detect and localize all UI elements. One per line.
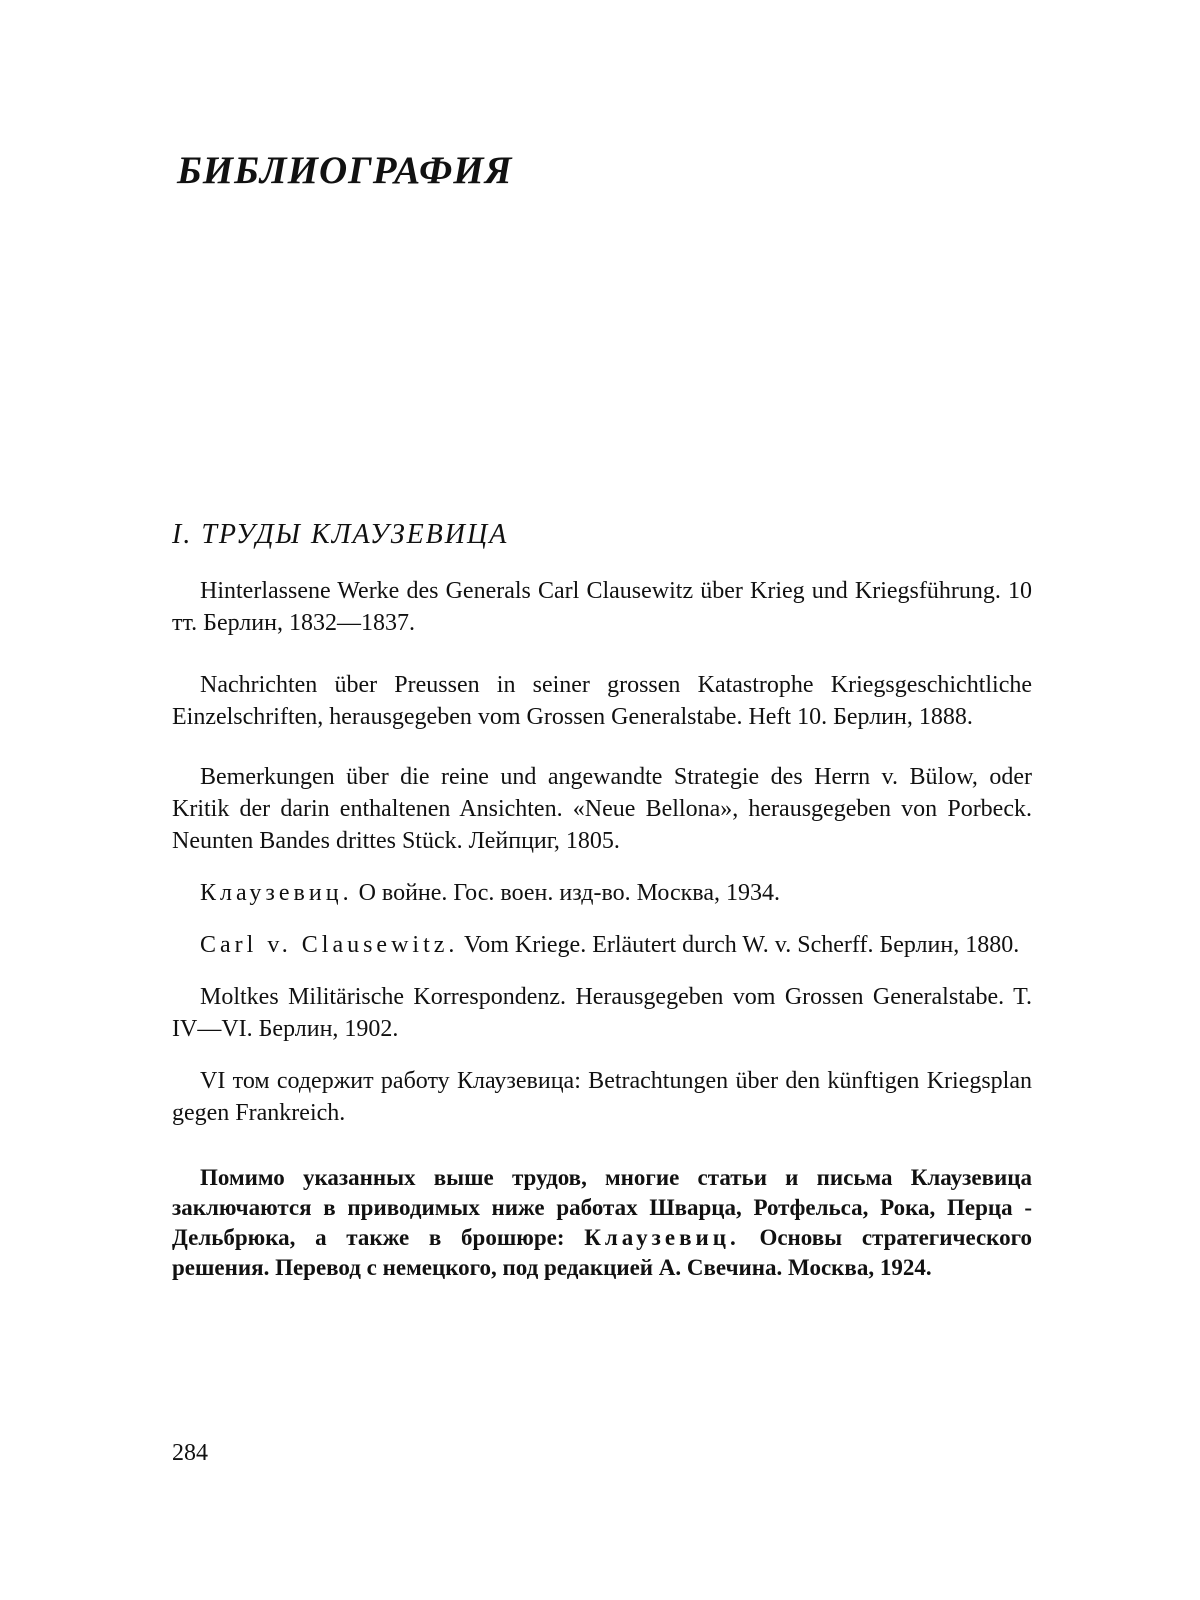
entry-author: Клаузевиц.	[200, 880, 353, 906]
bibliography-entry	[172, 981, 1032, 1045]
bibliography-entry	[172, 669, 1032, 733]
entry-text: Hinterlassene Werke des Generals Carl Clausewitz über Krieg und Kriegsführung. 10 тт. Берлин, 1832—1837.	[172, 578, 1032, 636]
bibliography-entry	[172, 761, 1032, 857]
bibliography-note	[172, 1163, 1032, 1283]
entry-text: Vom Kriege. Erläutert durch W. v. Scherff. Берлин, 1880.	[464, 932, 1019, 958]
note-text-before: Помимо указанных выше трудов, многие статьи и письма Клаузевица заключаются в приводимых ниже работах Шварца, Ротфельса, Рока, Перца - Дельбрюка, а также в брошюре:	[172, 1165, 1032, 1250]
entry-text: Moltkes Militärische Korrespondenz. Herausgegeben vom Grossen Generalstabe. T. IV—VI. Берлин, 1902.	[172, 984, 1032, 1042]
bibliography-entry	[172, 1065, 1032, 1129]
bibliography-entry	[172, 929, 1032, 961]
entry-text: Bemerkungen über die reine und angewandte Strategie des Herrn v. Bülow, oder Kritik der darin enthaltenen Ansichten. «Neue Bellona», herausgegeben von Porbeck. Neunten Bandes drittes Stück. Лейпциг, 1805.	[172, 764, 1032, 854]
bibliography-entry	[172, 877, 1032, 909]
entry-text: VI том содержит работу Клаузевица: Betrachtungen über den künftigen Kriegsplan gegen Frankreich.	[172, 1068, 1032, 1126]
page-number: 284	[172, 1440, 208, 1467]
page-title: БИБЛИОГРАФИЯ	[177, 148, 512, 193]
book-page	[0, 0, 1200, 1600]
note-author: Клаузевиц.	[584, 1225, 740, 1250]
entry-text: Nachrichten über Preussen in seiner grossen Katastrophe Kriegsgeschichtliche Einzelschriften, herausgegeben vom Grossen Generalstabe. Heft 10. Берлин, 1888.	[172, 672, 1032, 730]
bibliography-entry	[172, 575, 1032, 639]
entry-author: Carl v. Clausewitz.	[200, 932, 458, 958]
bibliography-list	[172, 575, 1032, 1283]
note-text-after: Основы стратегического решения. Перевод с немецкого, под редакцией А. Свечина. Москва, 1924.	[172, 1225, 1032, 1280]
entry-text: О войне. Гос. воен. изд-во. Москва, 1934.	[359, 880, 780, 906]
section-heading: I. ТРУДЫ КЛАУЗЕВИЦА	[172, 519, 508, 551]
